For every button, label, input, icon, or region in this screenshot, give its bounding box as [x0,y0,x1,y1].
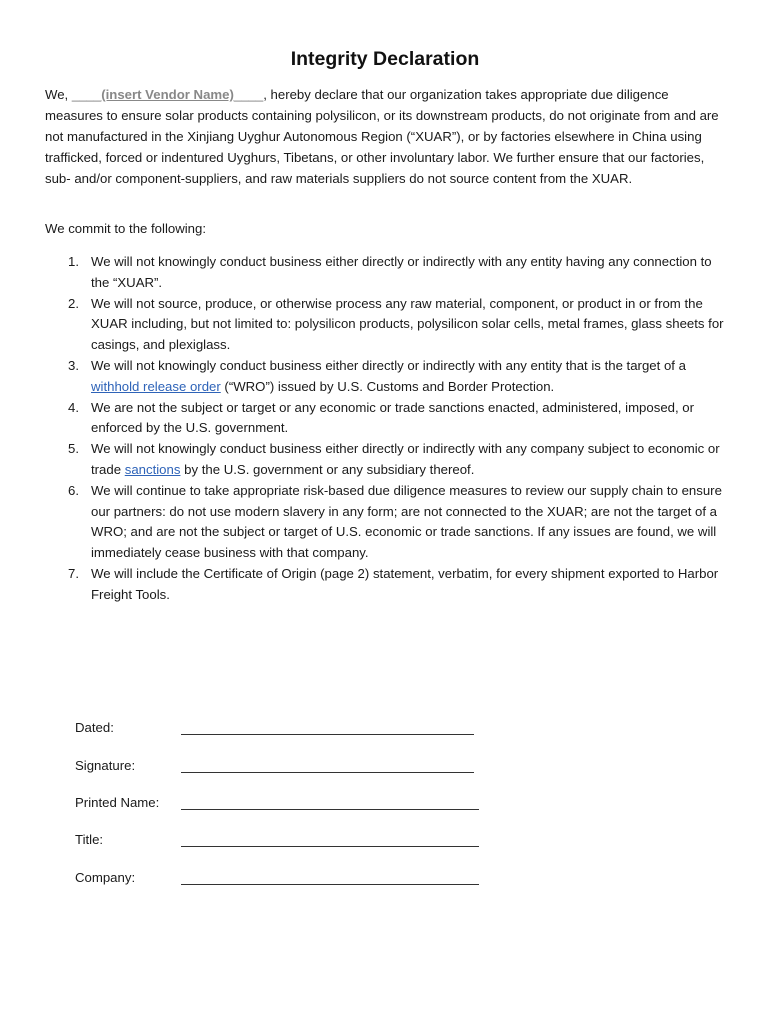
vendor-blank-before: ____ [71,87,102,102]
list-item-text: We will continue to take appropriate risk-based due diligence measures to review our supply chain to ensure our partners: do not use modern slavery in any form; are not connected to the XUAR; are not the target of a WRO; and are not the subject or target of U.S. economic or trade sanctions. If any issues are found, we will immediately cease business with that company. [91,482,722,561]
commit-intro: We commit to the following: [45,221,206,236]
list-item-text: (“WRO”) issued by U.S. Customs and Border Protection. [220,378,555,394]
list-item [45,564,725,606]
sanctions-link[interactable]: sanctions [124,461,181,477]
list-item-text: We will not knowingly conduct business either directly or indirectly with any entity having any connection to the “XUAR”. [91,254,712,290]
list-item-text: We will include the Certificate of Origin (page 2) statement, verbatim, for every shipment exported to Harbor Freight Tools. [91,565,719,602]
commitment-list [45,252,725,606]
list-item-number: 4. [68,399,79,415]
printed-name-label: Printed Name: [75,795,160,810]
list-item-text: We will not knowingly conduct business either directly or indirectly with any company subject to economic or trade [91,441,720,477]
list-item [45,294,725,356]
list-item [45,398,725,440]
title-label: Title: [75,832,104,847]
signature-label: Signature: [75,758,136,773]
title-line[interactable] [181,846,479,847]
list-item-number: 1. [68,254,79,269]
withhold-release-order-link[interactable]: withhold release order [91,378,221,394]
list-item-text: by the U.S. government or any subsidiary thereof. [180,461,475,477]
company-label: Company: [75,870,136,885]
list-item-number: 2. [68,295,79,311]
list-item [45,356,725,398]
list-item [45,439,725,481]
list-item-number: 6. [68,482,79,498]
list-item-number: 3. [68,357,79,373]
intro-prefix: We, [45,87,72,102]
intro-text: , hereby declare that our organization takes appropriate due diligence measures to ensure solar products containing polysilicon, or its downstream products, do not originate from and are not manufactured in the Xinjiang Uyghur Autonomous Region (“XUAR”), or by factories elsewhere in China using trafficked, forced or indentured Uyghurs, Tibetans, or other involuntary labor. We further ensure that our factories, sub- and/or component-suppliers, and raw materials suppliers do not source content from the XUAR. [45,87,719,186]
vendor-blank-after: ____ [233,87,264,102]
list-item [45,481,725,564]
dated-label: Dated: [75,720,114,735]
intro-paragraph [45,85,725,190]
vendor-name-placeholder[interactable]: (insert Vendor Name) [101,87,234,102]
list-item-number: 7. [68,565,79,581]
printed-name-line[interactable] [181,809,479,810]
list-item-text: We will not knowingly conduct business either directly or indirectly with any entity that is the target of a [91,357,686,373]
list-item [45,252,725,294]
list-item-text: We are not the subject or target or any economic or trade sanctions enacted, administered, imposed, or enforced by the U.S. government. [91,399,695,436]
list-item-text: We will not source, produce, or otherwise process any raw material, component, or product in or from the XUAR including, but not limited to: polysilicon products, polysilicon solar cells, metal frames, glass sheets for casings, and plexiglass. [91,295,724,353]
company-line[interactable] [181,884,479,885]
list-item-number: 5. [68,441,79,457]
document-title: Integrity Declaration [290,48,480,70]
signature-line[interactable] [181,772,474,773]
dated-line[interactable] [181,734,474,735]
